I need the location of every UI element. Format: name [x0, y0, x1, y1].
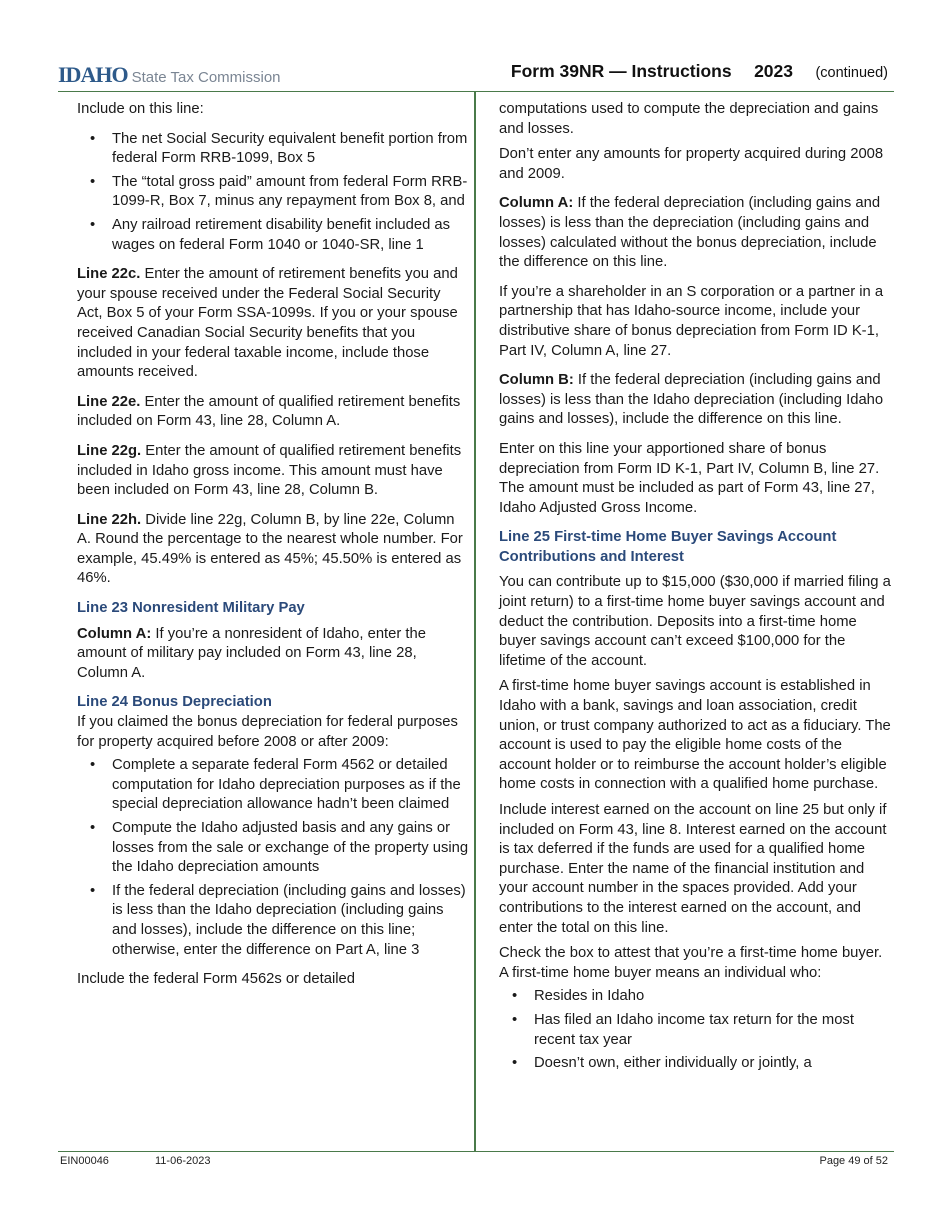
column-a-paragraph — [499, 194, 893, 272]
idaho-logo — [58, 62, 281, 88]
column-divider — [474, 92, 476, 1151]
list-item: • Has filed an Idaho income tax return for the most recent tax year — [499, 1011, 893, 1050]
left-tail-text: Include the federal Form 4562s or detailed — [77, 971, 356, 988]
footer-rule — [58, 1151, 894, 1152]
list-item: • The “total gross paid” amount from federal Form RRB-1099-R, Box 7, minus any repayment from Box 8, and — [77, 173, 469, 212]
column-b-text: If the federal depreciation (including gains and losses) is less than the Idaho depreciation (including Idaho gains and losses), include the difference on this line. — [499, 372, 884, 428]
list-item: • Resides in Idaho — [499, 987, 893, 1007]
line-24-intro: If you claimed the bonus depreciation for federal purposes for property acquired before 2008 or after 2009: — [77, 714, 458, 750]
list-item: • Doesn’t own, either individually or jointly, a — [499, 1054, 893, 1074]
page-header — [58, 58, 894, 92]
form-year: 2023 — [754, 61, 793, 81]
continued-label: (continued) — [815, 65, 888, 81]
line-22g-paragraph — [77, 442, 469, 501]
line-23-column-a-text: If you’re a nonresident of Idaho, enter the amount of military pay included on Form 43, line 28, Column A. — [77, 625, 426, 681]
line-22c-label: Line 22c. — [77, 266, 141, 283]
list-item: • Any railroad retirement disability benefit included as wages on federal Form 1040 or 1040-SR, line 1 — [77, 216, 469, 255]
document-code: EIN00046 — [60, 1155, 109, 1167]
intro-text: Include on this line: — [77, 101, 204, 117]
list-item: • The net Social Security equivalent benefit portion from federal Form RRB-1099, Box 5 — [77, 130, 469, 169]
line-22h-label: Line 22h. — [77, 511, 142, 528]
line-22h-text: Divide line 22g, Column B, by line 22e, Column A. Round the percentage to the nearest whole number. For example, 45.49% is entered as 45%; 45.50% is entered as 46%. — [77, 511, 463, 587]
list-item: • Complete a separate federal Form 4562 or detailed computation for Idaho depreciation purposes as if the special depreciation allowance hadn’t been claimed — [77, 756, 469, 815]
line-22g-text: Enter the amount of qualified retirement benefits included in Idaho gross income. This amount must have been included on Form 43, line 28, Column B. — [77, 442, 462, 499]
list-item: • If the federal depreciation (including gains and losses) is less than the Idaho depreciation (including gains and losses), include the difference on this line; otherwise, enter the difference on Part A, line 3 — [77, 882, 469, 960]
column-a-label: Column A: — [499, 195, 574, 212]
apportioned-share-paragraph: Enter on this line your apportioned share of bonus depreciation from Form ID K-1, Part IV, Column B, line 27. The amount must be included as part of Form 43, line 27, Idaho Adjusted Gross Income. — [499, 440, 880, 516]
railroad-benefits-list — [77, 130, 469, 256]
contribution-paragraph: You can contribute up to $15,000 ($30,000 if married filing a joint return) to a first-time home buyer savings account and deduct the contribution. Deposits into a first-time home buyer savings account can’t exceed $100,000 for the lifetime of the account. — [499, 574, 891, 669]
line-25-heading: Line 25 First-time Home Buyer Savings Account Contributions and Interest — [499, 529, 837, 565]
column-b-paragraph — [499, 371, 893, 430]
line-22e-label: Line 22e. — [77, 393, 141, 410]
interest-paragraph: Include interest earned on the account on line 25 but only if included on Form 43, line 8. Interest earned on the account is tax deferred if the funds are used for a qualified home purchase. Enter the name of the financial institution and your account number in the spaces provided. Add your contributions to the interest earned on the account, and enter the total on this line. — [499, 802, 887, 936]
document-date: 11-06-2023 — [155, 1155, 211, 1167]
continued-paragraph: computations used to compute the depreciation and gains and losses. — [499, 101, 879, 137]
header-rule — [58, 91, 894, 92]
line-22e-text: Enter the amount of qualified retirement benefits included on Form 43, line 28, Column A. — [77, 393, 461, 430]
dont-enter-paragraph: Don’t enter any amounts for property acquired during 2008 and 2009. — [499, 146, 884, 182]
line-23-heading: Line 23 Nonresident Military Pay — [77, 600, 305, 617]
account-definition-paragraph: A first-time home buyer savings account is established in Idaho with a bank, savings and loan association, credit union, or trust company authorized to act as a fiduciary. The account is used to pay the eligible home costs of the account holder or to reimburse the account holder’s eligible home costs in connection with a qualified home purchase. — [499, 678, 891, 793]
form-title: Form 39NR — Instructions — [510, 61, 732, 81]
logo-wordmark: IDAHO — [58, 62, 128, 87]
form-heading — [511, 61, 888, 82]
line-22h-paragraph — [77, 511, 469, 589]
right-column — [499, 100, 893, 1084]
line-22g-label: Line 22g. — [77, 442, 142, 459]
logo-subtitle: State Tax Commission — [131, 69, 281, 86]
line-22c-text: Enter the amount of retirement benefits you and your spouse received under the Federal Social Security Act, Box 5 of your Form SSA-1099s. If you or your spouse received Canadian Social Security benefits that you included in your federal taxable income, include those amounts received. — [77, 266, 458, 381]
shareholder-paragraph: If you’re a shareholder in an S corporation or a partner in a partnership that has Idaho-source income, include your distributive share of bonus depreciation from Form ID K-1, Part IV, Column A, line 27. — [499, 283, 884, 359]
line-22e-paragraph — [77, 393, 469, 432]
left-column — [77, 100, 469, 1000]
column-a-text: If the federal depreciation (including gains and losses) is less than the depreciation (including gains and losses) calculated without the bonus depreciation, include the difference on this line. — [499, 195, 881, 271]
column-b-label: Column B: — [499, 372, 574, 389]
line-24-heading: Line 24 Bonus Depreciation — [77, 694, 272, 711]
line-23-column-a-label: Column A: — [77, 625, 152, 642]
attest-paragraph: Check the box to attest that you’re a first-time home buyer. A first-time home buyer means an individual who: — [499, 945, 883, 981]
line-22c-paragraph — [77, 265, 469, 383]
list-item: • Compute the Idaho adjusted basis and any gains or losses from the sale or exchange of the property using the Idaho depreciation amounts — [77, 819, 469, 878]
home-buyer-criteria-list — [499, 987, 893, 1073]
line-23-column-a-paragraph — [77, 625, 469, 684]
page-number: Page 49 of 52 — [819, 1155, 888, 1167]
bonus-depreciation-list — [77, 756, 469, 960]
